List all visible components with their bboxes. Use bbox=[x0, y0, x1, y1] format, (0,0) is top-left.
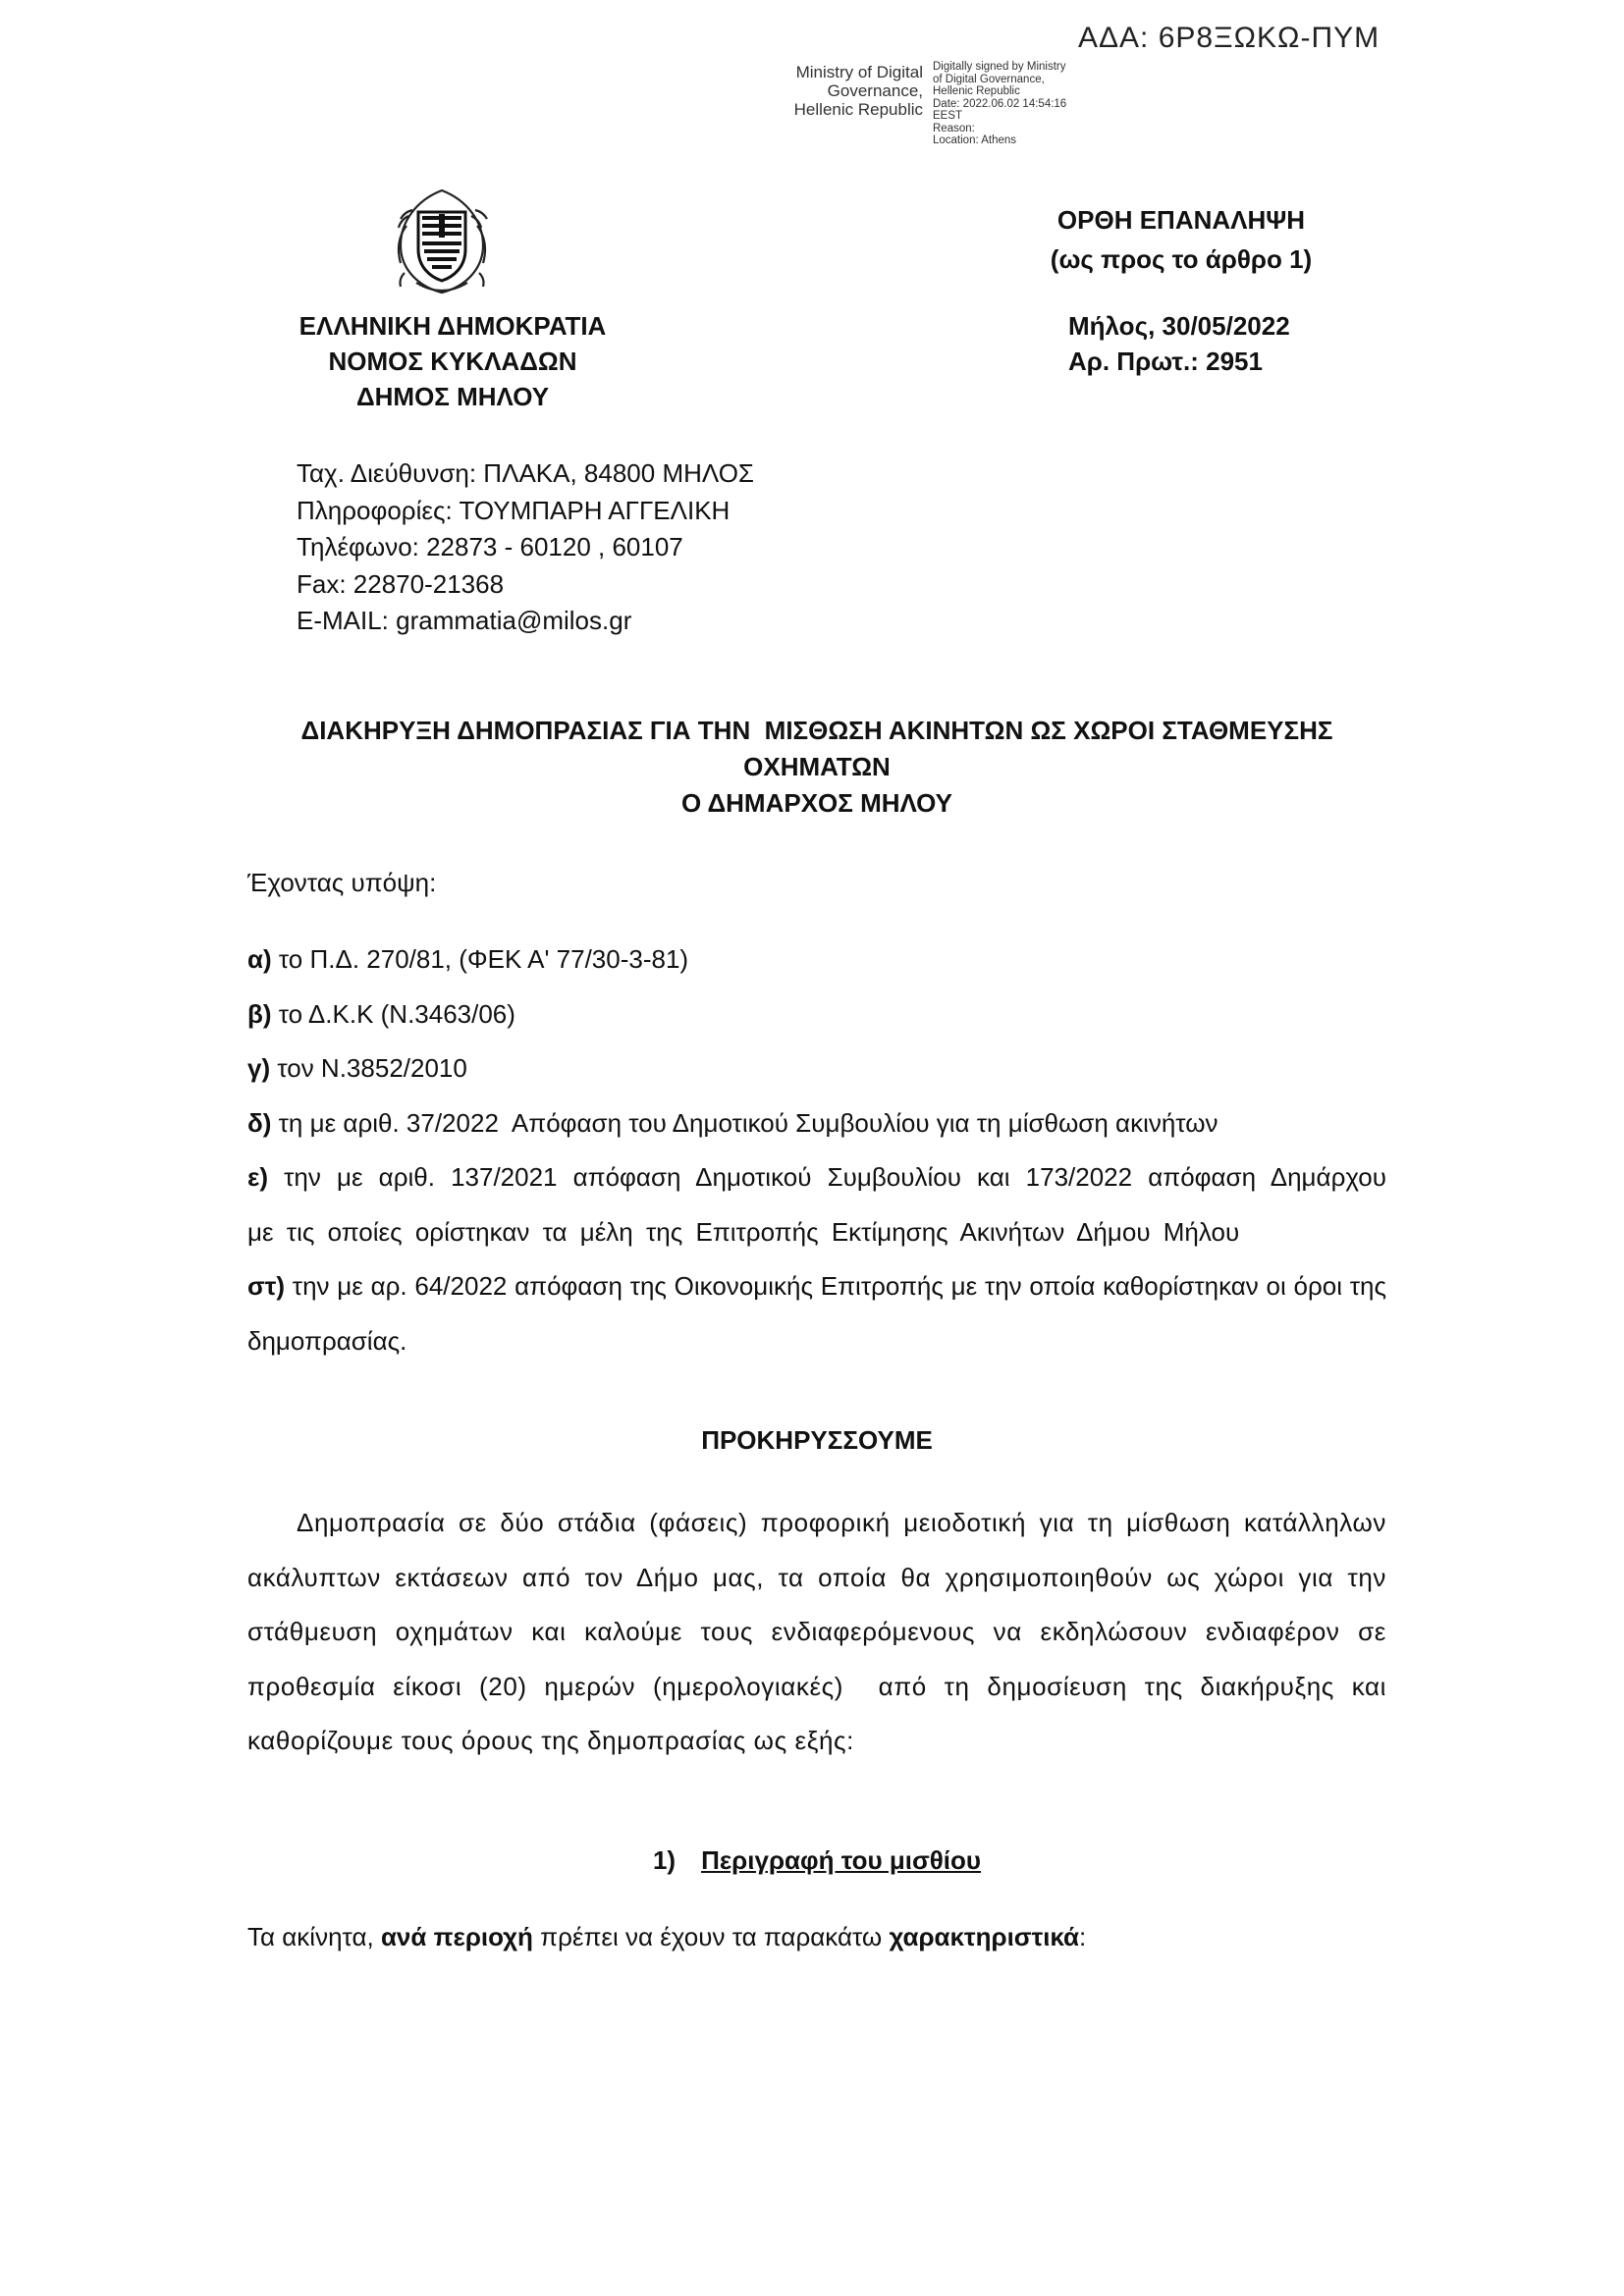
list-item bbox=[247, 1041, 1386, 1096]
announcement-paragraph: Δημοπρασία σε δύο στάδια (φάσεις) προφορική μειοδοτική για τη μίσθωση κατάλληλων ακάλυπτων εκτάσεων από τον Δήμο μας, τα οποία θα χρησιμοποιηθούν ως χώροι για την στάθμευση οχημάτων και καλούμε τους ενδιαφερόμενους να εκδηλώσουν ενδιαφέρον σε προθεσμία είκοσι (20) ημερών (ημερολογιακές) από τη δημοσίευση της διακήρυξης και καθορίζουμε τους όρους της δημοπρασίας ως εξής: bbox=[247, 1508, 1394, 1755]
correction-notice bbox=[1049, 200, 1314, 279]
list-item-label: β) bbox=[247, 998, 272, 1029]
closing-part-2: πρέπει να έχουν τα παρακάτω bbox=[532, 1922, 890, 1951]
list-item-text: το Δ.Κ.Κ (Ν.3463/06) bbox=[271, 998, 515, 1029]
list-item-text: το Π.Δ. 270/81, (ΦΕΚ Α' 77/30-3-81) bbox=[271, 944, 689, 974]
closing-sentence bbox=[247, 1922, 1386, 1952]
list-item-label: δ) bbox=[247, 1107, 272, 1138]
list-item-text: την με αριθ. 137/2021 απόφαση Δημοτικού Συμβουλίου και 173/2022 απόφαση Δημάρχου με τις οποίες ορίστηκαν τα μέλη της Επιτροπής Εκτίμησης Ακινήτων Δήμου Μήλου bbox=[247, 1162, 1386, 1247]
title-line-2: ΟΧΗΜΑΤΩΝ bbox=[743, 752, 891, 781]
authority-line-3: ΔΗΜΟΣ ΜΗΛΟΥ bbox=[355, 382, 550, 411]
section-number: 1) bbox=[652, 1845, 677, 1875]
closing-part-3: : bbox=[1079, 1922, 1087, 1951]
contact-info: Πληροφορίες: ΤΟΥΜΠΑΡΗ ΑΓΓΕΛΙΚΗ bbox=[297, 495, 731, 525]
contact-email: E-MAIL: grammatia@milos.gr bbox=[297, 606, 632, 635]
contact-phone: Τηλέφωνο: 22873 - 60120 , 60107 bbox=[297, 532, 683, 561]
contact-details bbox=[297, 455, 754, 640]
closing-bold-1: ανά περιοχή bbox=[380, 1922, 533, 1951]
proclamation-heading: ΠΡΟΚΗΡΥΣΣΟΥΜΕ bbox=[701, 1425, 933, 1455]
closing-bold-2: χαρακτηριστικά bbox=[889, 1922, 1080, 1951]
list-item-label: στ) bbox=[247, 1271, 286, 1301]
signature-details: Digitally signed by Ministry of Digital Governance, Hellenic Republic Date: 2022.06.02 14:54:16 EEST Reason: Location: Athens bbox=[933, 61, 1067, 146]
section-title: Περιγραφή του μισθίου bbox=[701, 1845, 982, 1875]
document-date: Μήλος, 30/05/2022 bbox=[1068, 311, 1290, 341]
correction-line-2: (ως προς το άρθρο 1) bbox=[1050, 244, 1313, 274]
list-item bbox=[247, 1096, 1386, 1151]
legal-references-list bbox=[247, 933, 1386, 1368]
section-heading bbox=[247, 1845, 1386, 1876]
hellenic-emblem-icon bbox=[387, 187, 497, 296]
list-item bbox=[247, 1150, 1386, 1259]
authority-line-1: ΕΛΛΗΝΙΚΗ ΔΗΜΟΚΡΑΤΙΑ bbox=[298, 311, 607, 341]
whereas-heading: Έχοντας υπόψη: bbox=[247, 868, 437, 897]
document-title bbox=[245, 713, 1388, 822]
title-line-3: Ο ΔΗΜΑΡΧΟΣ ΜΗΛΟΥ bbox=[680, 788, 953, 818]
issuing-authority bbox=[291, 308, 615, 414]
title-line-1: ΔΙΑΚΗΡΥΞΗ ΔΗΜΟΠΡΑΣΙΑΣ ΓΙΑ ΤΗΝ ΜΙΣΘΩΣΗ ΑΚΙΝΗΤΩΝ ΩΣ ΧΩΡΟΙ ΣΤΑΘΜΕΥΣΗΣ bbox=[300, 716, 1333, 745]
date-protocol-block bbox=[1068, 308, 1290, 379]
contact-address: Ταχ. Διεύθυνση: ΠΛΑΚΑ, 84800 ΜΗΛΟΣ bbox=[297, 458, 754, 488]
correction-line-1: ΟΡΘΗ ΕΠΑΝΑΛΗΨΗ bbox=[1056, 205, 1306, 235]
list-item bbox=[247, 1259, 1386, 1368]
list-item-text: τη με αριθ. 37/2022 Απόφαση του Δημοτικού Συμβουλίου για τη μίσθωση ακινήτων bbox=[271, 1107, 1218, 1138]
list-item bbox=[247, 933, 1386, 988]
list-item-label: γ) bbox=[247, 1053, 271, 1083]
signature-signer: Ministry of Digital Governance, Hellenic Republic bbox=[793, 63, 923, 119]
list-item-label: ε) bbox=[247, 1162, 268, 1192]
closing-part-1: Τα ακίνητα, bbox=[247, 1922, 381, 1951]
list-item-text: τον Ν.3852/2010 bbox=[270, 1053, 467, 1083]
contact-fax: Fax: 22870-21368 bbox=[297, 568, 505, 599]
list-item-text: την με αρ. 64/2022 απόφαση της Οικονομικής Επιτροπής με την οποία καθορίστηκαν οι όροι της δημοπρασίας. bbox=[247, 1271, 1386, 1356]
protocol-number: Αρ. Πρωτ.: 2951 bbox=[1068, 347, 1263, 376]
authority-line-2: ΝΟΜΟΣ ΚΥΚΛΑΔΩΝ bbox=[328, 347, 577, 376]
ada-code: ΑΔΑ: 6Ρ8ΞΩΚΩ-ΠΥΜ bbox=[1078, 22, 1380, 54]
list-item-label: α) bbox=[247, 944, 272, 974]
list-item bbox=[247, 988, 1386, 1042]
